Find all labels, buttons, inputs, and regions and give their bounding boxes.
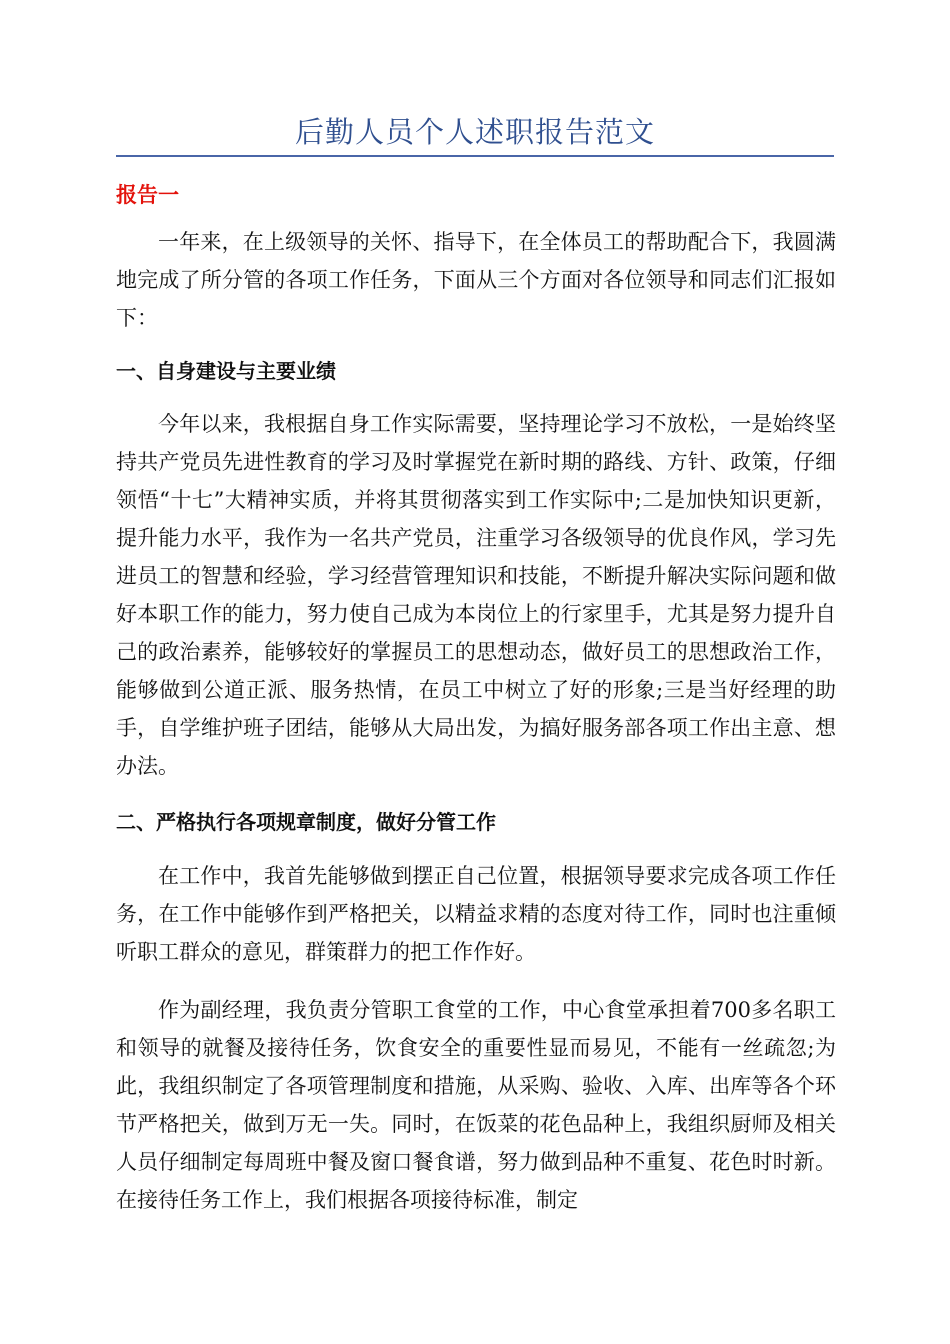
section-heading-1: 一、自身建设与主要业绩 <box>116 359 336 383</box>
section-2-paragraph-2: 作为副经理，我负责分管职工食堂的工作，中心食堂承担着700多名职工和领导的就餐及接待任务，饮食安全的重要性显而易见，不能有一丝疏忽;为此，我组织制定了各项管理制度和措施，从采购、验收、入库、出库等各个环节严格把关，做到万无一失。同时，在饭菜的花色品种上，我组织厨师及相关人员仔细制定每周班中餐及窗口餐食谱，努力做到品种不重复、花色时时新。在接待任务工作上，我们根据各项接待标准，制定 <box>116 998 836 1212</box>
section-2-paragraph-1: 在工作中，我首先能够做到摆正自己位置，根据领导要求完成各项工作任务，在工作中能够作到严格把关，以精益求精的态度对待工作，同时也注重倾听职工群众的意见，群策群力的把工作作好。 <box>116 864 836 964</box>
section-1-paragraph-1: 今年以来，我根据自身工作实际需要，坚持理论学习不放松，一是始终坚持共产党员先进性教育的学习及时掌握党在新时期的路线、方针、政策，仔细领悟“十七”大精神实质，并将其贯彻落实到工作实际中;二是加快知识更新，提升能力水平，我作为一名共产党员，注重学习各级领导的优良作风，学习先进员工的智慧和经验，学习经营管理知识和技能，不断提升解决实际问题和做好本职工作的能力，努力使自己成为本岗位上的行家里手，尤其是努力提升自己的政治素养，能够较好的掌握员工的思想动态，做好员工的思想政治工作，能够做到公道正派、服务热情，在员工中树立了好的形象;三是当好经理的助手，自学维护班子团结，能够从大局出发，为搞好服务部各项工作出主意、想办法。 <box>116 412 836 778</box>
document-title: 后勤人员个人述职报告范文 <box>294 115 655 149</box>
report-label: 报告一 <box>116 183 179 207</box>
title-divider <box>116 155 834 157</box>
section-heading-2: 二、严格执行各项规章制度，做好分管工作 <box>116 810 496 834</box>
intro-paragraph: 一年来，在上级领导的关怀、指导下，在全体员工的帮助配合下，我圆满地完成了所分管的各项工作任务，下面从三个方面对各位领导和同志们汇报如下： <box>116 230 836 330</box>
